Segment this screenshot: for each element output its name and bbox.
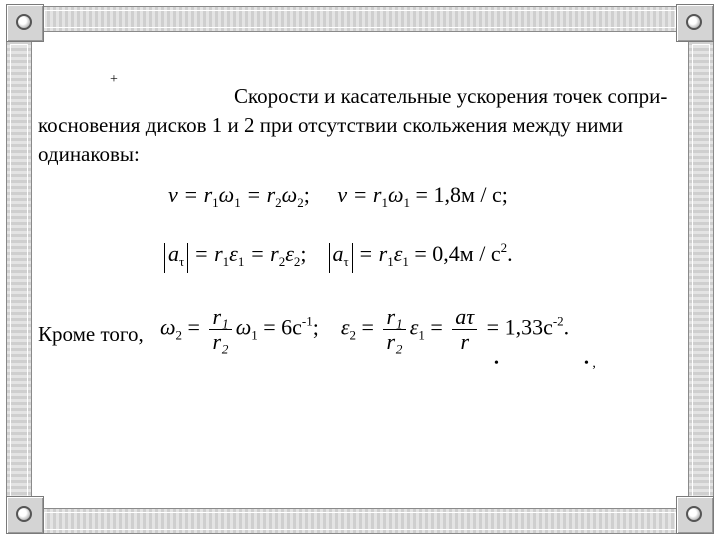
fraction (452, 304, 477, 354)
equation-velocity: $v = r_1\omega_1 = r_2\omega_2$; $v = r_1\omega_1 = 1,8м / c$; (168, 182, 508, 210)
knob-icon (16, 506, 32, 522)
eq-text: = 0,4м / c (408, 241, 501, 266)
knob-icon (16, 14, 32, 30)
equation-angular-values: $\omega_2$ = $\frac{\text{r₁}}{\text{r₂}}$ $\omega_1 = 6c^{-1}$; $\varepsilon_2$ = $\frac{\text{r₁}}{\text{r₂}}$ $\varepsilon_1$ = $\frac{a\tau}{r}$ = $1,33c^{-2}$. (160, 304, 570, 354)
eq-text: r₁ (209, 307, 231, 330)
eq-text: = 6c (257, 314, 302, 340)
frame-left-bar (6, 40, 32, 502)
eq-text: = 1,8м / c; (410, 182, 508, 207)
paragraph-line-2: косновения дисков 1 и 2 при отсутствии скольжения между ними (38, 113, 623, 137)
eq-text: . (563, 314, 570, 340)
eq-text: ω (160, 314, 176, 340)
eq-text: = r (244, 241, 279, 266)
eq-text: ω (235, 314, 252, 340)
eq-text: aτ (452, 307, 477, 330)
eq-text: a (332, 241, 344, 266)
frame-top-bar (40, 6, 680, 32)
eq-text: ε (285, 241, 294, 266)
eq-text: r₁ (383, 307, 405, 330)
eq-text: τ (179, 254, 185, 269)
fraction (383, 304, 405, 354)
eq-text: ε (409, 314, 419, 340)
corner-knob-bottom-right (676, 496, 714, 534)
eq-text: r₂ (386, 329, 403, 354)
frame-bottom-bar (40, 508, 680, 534)
eq-text: -1 (301, 313, 313, 329)
knob-icon (686, 14, 702, 30)
eq-text: τ (343, 254, 349, 269)
eq-text: 2 (500, 240, 508, 255)
paragraph-line-3: одинаковы: (38, 142, 140, 166)
eq-text: = r (352, 241, 388, 266)
eq-text: . (507, 241, 513, 266)
also-label: Кроме того, (38, 322, 144, 346)
eq-text: = r (188, 241, 223, 266)
equation-tangential-acceleration: $a_\tau = r_1\varepsilon_1 = r_2\varepsilon_2$; $a_\tau = r_1\varepsilon_1 = 0,4м / c^2$. (164, 240, 513, 273)
eq-text: ; (300, 241, 307, 266)
eq-text: ε (340, 314, 350, 340)
frame-right-bar (688, 40, 714, 502)
eq-text: = 1,33c (481, 314, 553, 340)
eq-text: ε (229, 241, 238, 266)
eq-text: r₂ (212, 329, 229, 354)
eq-text: ω (218, 182, 235, 207)
stray-mark: + (110, 72, 118, 87)
stray-mark: • , (584, 356, 596, 371)
eq-text: ; (312, 314, 319, 340)
eq-text: r (460, 329, 469, 354)
intro-paragraph (38, 82, 674, 169)
paragraph-line-1: Скорости и касательные ускорения точек сопри- (234, 84, 668, 108)
eq-text: ω (387, 182, 404, 207)
eq-text: = r (240, 182, 276, 207)
corner-knob-top-right (676, 4, 714, 42)
corner-knob-top-left (6, 4, 44, 42)
eq-text: a (168, 241, 179, 266)
eq-text: ω (281, 182, 298, 207)
corner-knob-bottom-left (6, 496, 44, 534)
eq-text: ; (303, 182, 310, 207)
eq-text: ε (393, 241, 403, 266)
eq-text: v = r (337, 182, 382, 207)
fraction (209, 304, 231, 354)
knob-icon (686, 506, 702, 522)
eq-text: -2 (552, 313, 564, 329)
eq-text: v = r (168, 182, 213, 207)
stray-mark: • (494, 356, 499, 371)
